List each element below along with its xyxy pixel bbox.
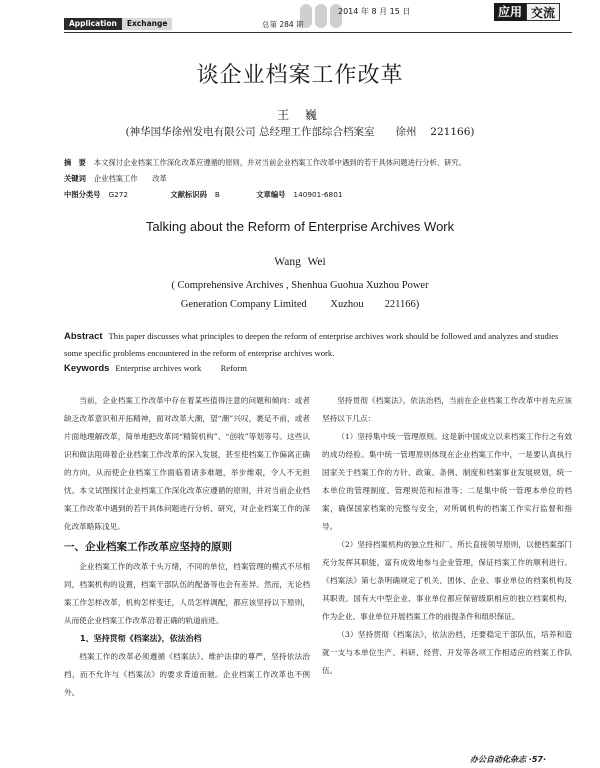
keywords-cn-text: 企业档案工作 改革 (93, 174, 167, 183)
body-paragraph: 档案工作的改革必须遵循《档案法》、维护法律的尊严，坚持依法治档，而不允许与《档案法》的要求背道而驰。企业档案工作改革也不例外。 (64, 652, 310, 697)
article-title: 谈企业档案工作改革 (196, 63, 404, 88)
english-keywords (64, 362, 247, 374)
clc-value: G272 (108, 190, 129, 199)
english-affiliation-line1: ( Comprehensive Archives , Shenhua Guohua Xuzhou Power (171, 280, 429, 291)
body-paragraph: （1）坚持集中统一管理原则。这是新中国成立以来档案工作行之有效的成功经验。集中统一管理原则体现在企业档案工作中，一是要认真执行国家关于档案工作的方针、政策、条例、制度和档案事业发展规划，统一本单位的管理制度、管理规范和标准等；二是集中统一管理本单位的档案，确保国家档案的完整与安全，对所属机构的档案工作实行监督和指导。 (322, 432, 572, 531)
body-paragraph: 坚持贯彻《档案法》，依法治档，当前在企业档案工作改革中首先应该坚持以下几点： (322, 396, 572, 423)
column-label (494, 3, 572, 21)
clc-label: 中图分类号 (64, 190, 101, 199)
section-heading: 一、企业档案工作改革应坚持的原则 (64, 541, 232, 553)
english-title: Talking about the Reform of Enterprise Archives Work (145, 219, 455, 234)
article-no-label: 文章编号 (256, 190, 286, 199)
page-footer: 办公自动化杂志 ·57· (470, 755, 546, 764)
subsection-heading: 1、坚持贯彻《档案法》，依法治档 (80, 634, 202, 643)
classification-line (64, 190, 342, 200)
body-right-column (322, 392, 572, 680)
abstract-cn-label: 摘 要 (64, 158, 86, 167)
body-paragraph: （3）坚持贯彻《档案法》，依法治档，还要稳定干部队伍，培养和造就一支与本单位生产、科研、经营、开发等各项工作相适应的档案工作队伍。 (322, 630, 572, 675)
journal-badge-exchange: Exchange (122, 18, 173, 30)
keywords-cn-label: 关键词 (64, 174, 86, 183)
english-abstract-text: This paper discusses what principles to deepen the reform of enterprise archives work should be followed and analyzes and studies some specific problems encountered in the reform of enterprise archives work. (64, 331, 559, 358)
english-author: Wang Wei (274, 256, 326, 268)
header-decoration-icon (300, 4, 342, 30)
body-left-column (64, 392, 310, 702)
journal-badge (64, 18, 194, 30)
english-affiliation-line2: Generation Company Limited Xuzhou 221166) (180, 299, 420, 310)
abstract-cn-text: 本文探讨企业档案工作深化改革应遵循的原则，并对当前企业档案工作改革中遇到的若干具体问题进行分析、研究。 (93, 158, 467, 167)
english-abstract-label: Abstract (64, 331, 103, 342)
body-paragraph: 企业档案工作的改革千头万绪，不同的单位，档案管理的模式不尽相同，档案机构的设置，档案干部队伍的配备等也会有差异。然而，无论档案工作怎样改革，机构怎样变迁，人员怎样调配，都应该坚持以下原则，从而使企业档案工作改革沿着正确的轨道前进。 (64, 562, 310, 625)
header-rule (64, 32, 572, 33)
issue-number: 总第 284 期 (262, 20, 304, 29)
english-keywords-label: Keywords (64, 363, 110, 374)
column-label-part2: 交流 (526, 3, 560, 21)
article-no-value: 140901-6801 (293, 190, 343, 199)
article-author: 王 巍 (277, 108, 323, 122)
english-abstract (64, 328, 572, 362)
english-affiliation (0, 276, 600, 314)
column-label-part1: 应用 (494, 3, 526, 21)
body-paragraph: （2）坚持档案机构的独立性和厂、所长直接领导原则，以便档案部门充分发挥其职能，富有成效地参与企业管理，保证档案工作的顺利进行。《档案法》第七条明确规定了机关、团体、企业、事业单位的档案机构及其职责。国有大中型企业、事业单位都应保留级职相应的独立档案机构，作为企业、事业单位开展档案工作的前提条件和组织保证。 (322, 540, 572, 621)
abstract-cn (64, 158, 466, 168)
doc-code-value: B (214, 190, 220, 199)
english-keywords-text: Enterprise archives work Reform (115, 363, 247, 373)
doc-code-label: 文献标识码 (170, 190, 207, 199)
keywords-cn (64, 174, 167, 184)
journal-badge-application: Application (64, 18, 122, 30)
article-affiliation: (神华国华徐州发电有限公司 总经理工作部综合档案室 徐州 221166) (125, 126, 475, 138)
issue-date: 2014 年 8 月 15 日 (338, 7, 411, 16)
body-paragraph: 当前，企业档案工作改革中存在着某些值得注意的问题和倾向：或者缺乏改革意识和开拓精神，面对改革大潮，望“潮”兴叹，裹足不前，或者片面地理解改革，简单地把改革同“精简机构”、“创收”等划等号。这些认识和做法阻碍着企业档案工作改革的深入发展，甚至使档案工作偏离正确的方向，从而使企业档案工作面临着诸多难题，举步维艰，令人不无担忧。本文试图探讨企业档案工作深化改革应遵循的原则，并对当前企业档案工作改革中遇到的若干具体问题进行分析、研究，对企业档案工作的深化改革略陈浅见。 (64, 396, 310, 531)
